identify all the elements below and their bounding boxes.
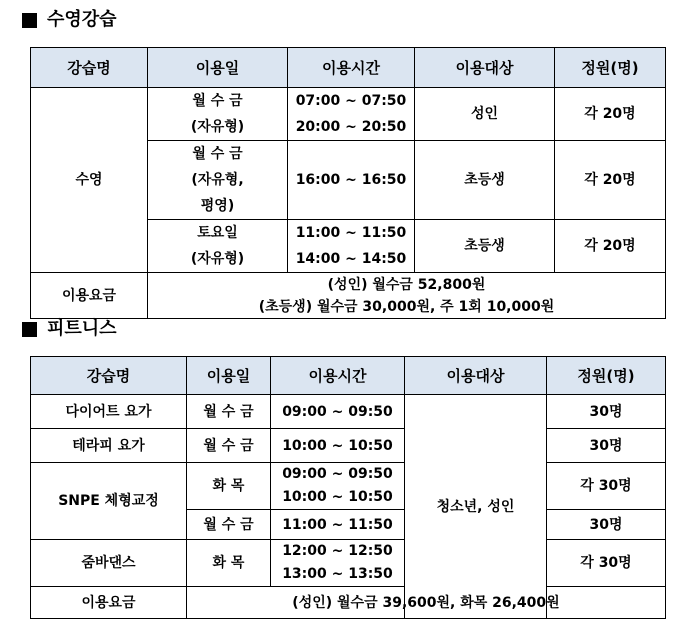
header-target: 이용대상 (405, 357, 547, 395)
table-row (31, 88, 666, 141)
table-row (31, 463, 666, 510)
time-line: 20:00 ~ 20:50 (295, 119, 407, 135)
day-cell: 월 수 금 (187, 429, 271, 463)
day-line: 월 수 금 (192, 93, 243, 109)
day-line: (자유형) (190, 251, 245, 267)
course-name: 테라피 요가 (31, 429, 187, 463)
day-cell: 월 수 금 (187, 395, 271, 429)
fee-value (148, 273, 666, 319)
day-line: (자유형, (191, 172, 244, 188)
capacity-cell: 30명 (547, 510, 666, 540)
day-cell: 화 목 (187, 540, 271, 587)
swim-table (30, 47, 666, 319)
header-time: 이용시간 (271, 357, 405, 395)
black-square-icon (22, 322, 37, 337)
course-name: 줌바댄스 (31, 540, 187, 587)
time-line: 10:00 ~ 10:50 (282, 489, 393, 505)
time-line: 13:00 ~ 13:50 (282, 566, 393, 582)
target-cell: 성인 (415, 88, 555, 141)
header-day: 이용일 (187, 357, 271, 395)
time-cell (288, 220, 415, 273)
fitness-title-text: 피트니스 (47, 318, 117, 339)
time-line: 12:00 ~ 12:50 (282, 543, 393, 559)
fee-line: (성인) 월수금 52,800원 (327, 276, 486, 293)
day-line: 토요일 (197, 225, 238, 241)
time-line: 11:00 ~ 11:50 (295, 225, 407, 241)
fee-value: (성인) 월수금 39,600원, 화목 26,400원 (187, 587, 666, 619)
table-row (31, 540, 666, 587)
day-cell: 화 목 (187, 463, 271, 510)
course-name: 다이어트 요가 (31, 395, 187, 429)
capacity-cell: 각 20명 (555, 88, 666, 141)
capacity-cell: 30명 (547, 429, 666, 463)
day-line: 월 수 금 (192, 146, 243, 162)
black-square-icon (22, 13, 37, 28)
course-name: 수영 (31, 88, 148, 273)
swim-section-title (22, 8, 117, 32)
time-cell (288, 88, 415, 141)
table-row (31, 395, 666, 429)
target-cell: 초등생 (415, 141, 555, 220)
day-line: (자유형) (190, 119, 245, 135)
fee-label: 이용요금 (31, 273, 148, 319)
capacity-cell: 각 20명 (555, 141, 666, 220)
swim-header-row (31, 48, 666, 88)
time-line: 07:00 ~ 07:50 (295, 93, 407, 109)
time-cell (271, 540, 405, 587)
header-capacity: 정원(명) (555, 48, 666, 88)
day-line: 평영) (200, 198, 235, 214)
time-cell (271, 463, 405, 510)
capacity-cell: 30명 (547, 395, 666, 429)
course-name: SNPE 체형교정 (31, 463, 187, 540)
header-course: 강습명 (31, 48, 148, 88)
fee-label: 이용요금 (31, 587, 187, 619)
time-cell: 11:00 ~ 11:50 (271, 510, 405, 540)
fee-row (31, 273, 666, 319)
capacity-cell: 각 20명 (555, 220, 666, 273)
time-cell: 09:00 ~ 09:50 (271, 395, 405, 429)
fitness-header-row (31, 357, 666, 395)
time-line: 09:00 ~ 09:50 (282, 466, 393, 482)
table-row (31, 429, 666, 463)
fee-row (31, 587, 666, 619)
day-cell (148, 141, 288, 220)
time-line: 14:00 ~ 14:50 (295, 251, 407, 267)
swim-title-text: 수영강습 (47, 9, 117, 30)
target-cell: 초등생 (415, 220, 555, 273)
target-cell: 청소년, 성인 (405, 395, 547, 619)
header-day: 이용일 (148, 48, 288, 88)
day-cell (148, 88, 288, 141)
time-cell: 10:00 ~ 10:50 (271, 429, 405, 463)
header-time: 이용시간 (288, 48, 415, 88)
fitness-section-title (22, 317, 117, 341)
fee-line: (초등생) 월수금 30,000원, 주 1회 10,000원 (258, 298, 555, 315)
capacity-cell: 각 30명 (547, 540, 666, 587)
day-cell: 월 수 금 (187, 510, 271, 540)
day-cell (148, 220, 288, 273)
time-cell: 16:00 ~ 16:50 (288, 141, 415, 220)
capacity-cell: 각 30명 (547, 463, 666, 510)
fitness-table (30, 356, 666, 619)
header-course: 강습명 (31, 357, 187, 395)
header-capacity: 정원(명) (547, 357, 666, 395)
header-target: 이용대상 (415, 48, 555, 88)
